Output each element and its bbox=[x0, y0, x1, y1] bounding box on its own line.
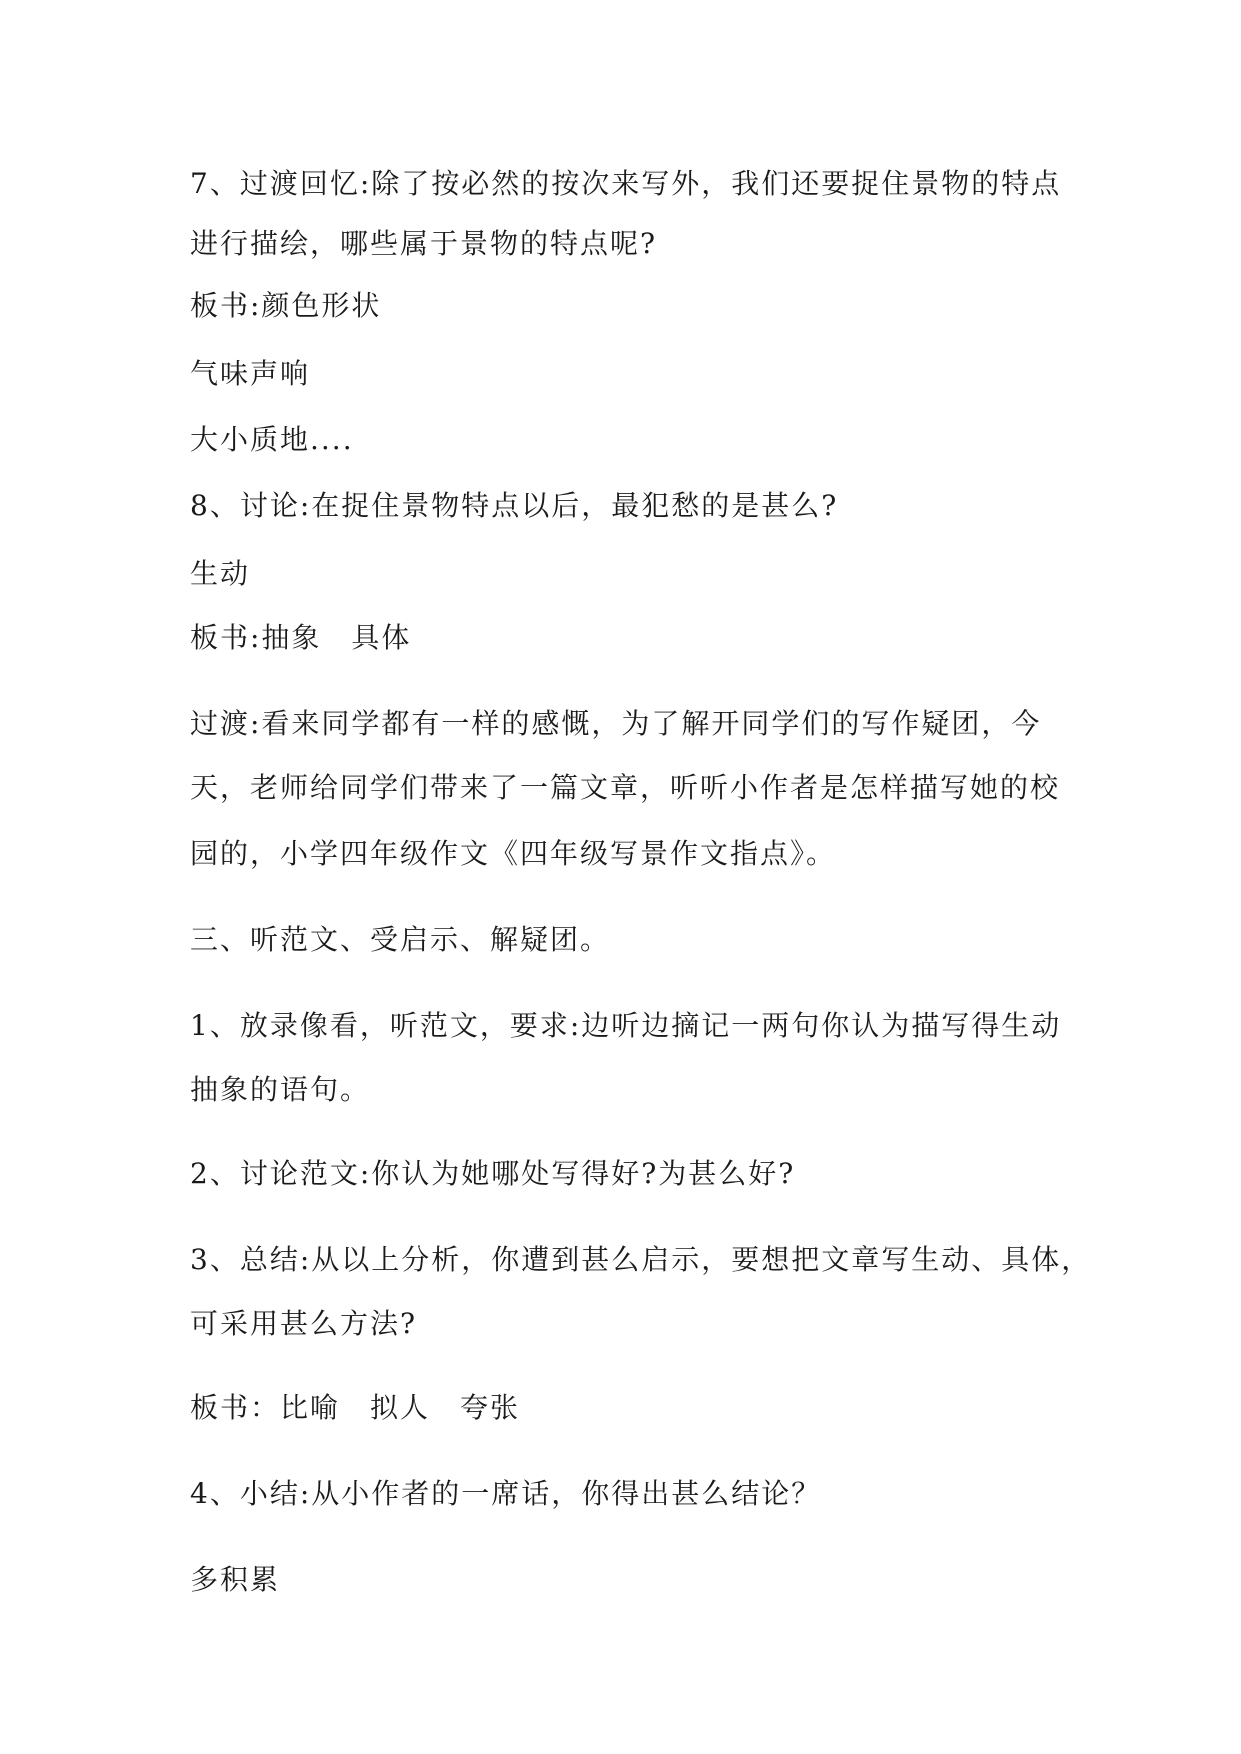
text-line: 天，老师给同学们带来了一篇文章，听听小作者是怎样描写她的校 bbox=[190, 771, 1061, 804]
text-line: 三、听范文、受启示、解疑团。 bbox=[190, 923, 611, 956]
text-line: 1、放录像看，听范文，要求:边听边摘记一两句你认为描写得生动 bbox=[190, 1009, 1062, 1042]
text-line: 4、小结:从小作者的一席话，你得出甚么结论？ bbox=[190, 1477, 822, 1510]
text-line: 大小质地.... bbox=[190, 423, 354, 456]
text-line: 多积累 bbox=[190, 1563, 281, 1596]
text-line: 8、讨论:在捉住景物特点以后，最犯愁的是甚么? bbox=[190, 489, 839, 522]
text-line: 可采用甚么方法? bbox=[190, 1307, 418, 1340]
text-line: 气味声响 bbox=[190, 357, 311, 390]
text-line: 园的，小学四年级作文《四年级写景作文指点》。 bbox=[190, 837, 837, 870]
text-line: 进行描绘，哪些属于景物的特点呢? bbox=[190, 227, 658, 260]
text-line: 板书:颜色形状 bbox=[190, 289, 382, 322]
text-line: 3、总结:从以上分析，你遭到甚么启示，要想把文章写生动、具体， bbox=[190, 1243, 1092, 1276]
text-line: 板书：比喻 拟人 夸张 bbox=[190, 1391, 521, 1424]
text-line: 2、讨论范文:你认为她哪处写得好?为甚么好? bbox=[190, 1157, 796, 1190]
text-line: 生动 bbox=[190, 557, 251, 590]
text-line: 7、过渡回忆:除了按必然的按次来写外，我们还要捉住景物的特点 bbox=[190, 167, 1062, 200]
text-line: 过渡:看来同学都有一样的感慨，为了解开同学们的写作疑团，今 bbox=[190, 707, 1042, 740]
text-line: 抽象的语句。 bbox=[190, 1073, 371, 1106]
text-line: 板书:抽象 具体 bbox=[190, 621, 412, 654]
